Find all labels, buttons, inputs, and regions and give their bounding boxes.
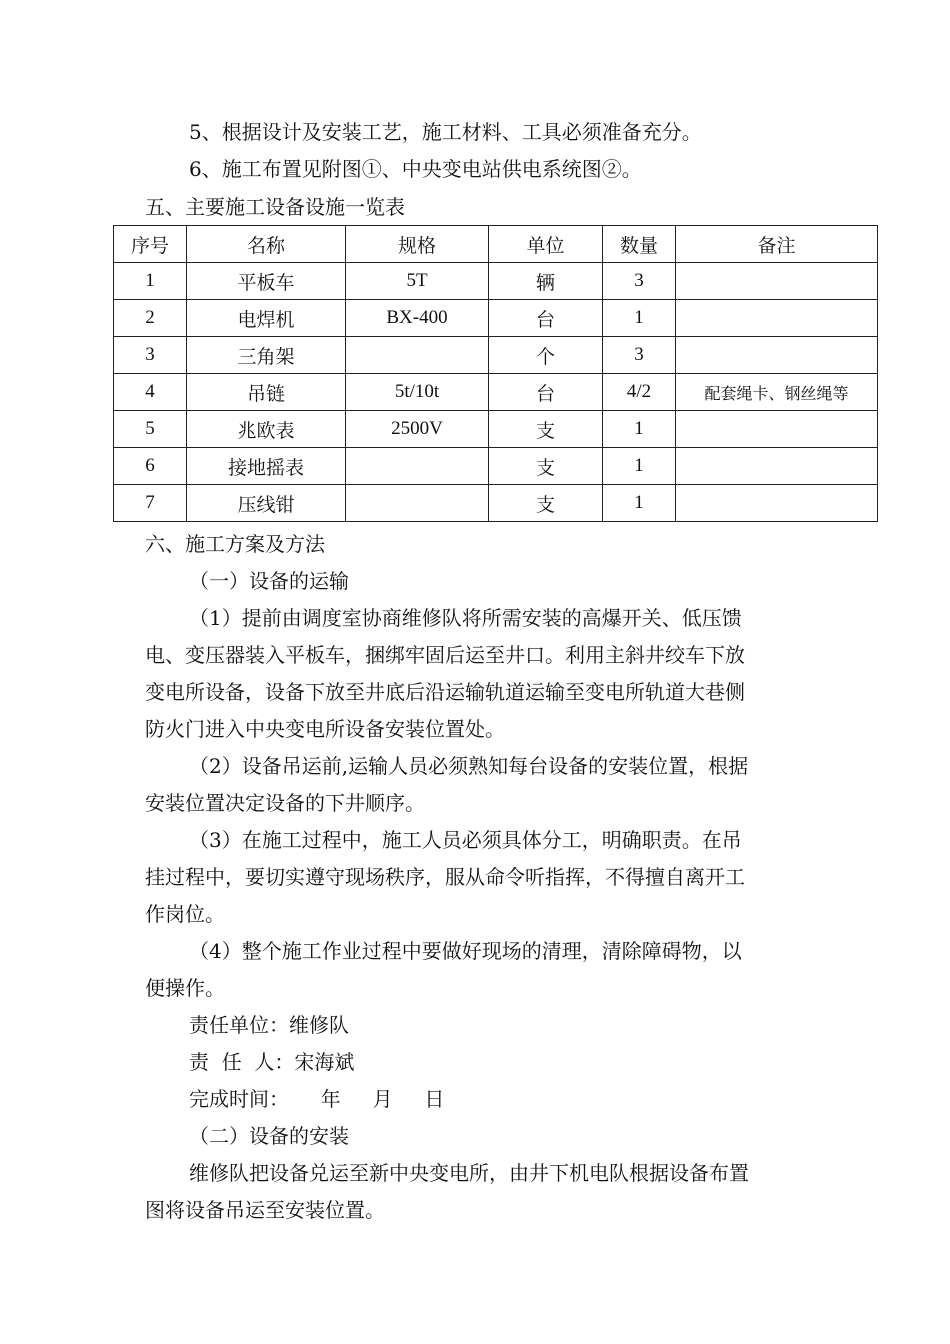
table-row [114,263,878,300]
paragraph-5-line-2: 图将设备吊运至安装位置。 [145,1198,385,1222]
table-row [114,337,878,374]
cell-quantity: 3 [603,263,676,300]
paragraph-3-line-3: 作岗位。 [145,902,225,926]
cell-remarks [676,411,878,448]
header-quantity: 数量 [603,226,676,263]
cell-unit: 支 [489,448,603,485]
subsection-installation-heading: （二）设备的安装 [189,1124,349,1148]
cell-spec: 2500V [346,411,489,448]
cell-unit: 支 [489,485,603,522]
header-remarks: 备注 [676,226,878,263]
cell-index: 1 [114,263,187,300]
cell-name: 接地摇表 [187,448,346,485]
cell-name: 电焊机 [187,300,346,337]
table-row [114,485,878,522]
table-row [114,448,878,485]
cell-index: 2 [114,300,187,337]
cell-unit: 支 [489,411,603,448]
responsible-unit: 责任单位：维修队 [189,1013,349,1037]
section-6-heading: 六、施工方案及方法 [145,532,325,556]
cell-unit: 台 [489,300,603,337]
cell-remarks [676,448,878,485]
cell-name: 平板车 [187,263,346,300]
intro-line-2: 6、施工布置见附图①、中央变电站供电系统图②。 [189,157,642,181]
paragraph-4-line-1: （4）整个施工作业过程中要做好现场的清理，清除障碍物，以 [189,939,742,963]
cell-name: 兆欧表 [187,411,346,448]
cell-unit: 个 [489,337,603,374]
section-5-heading: 五、主要施工设备设施一览表 [145,195,405,219]
paragraph-1-line-3: 变电所设备，设备下放至井底后沿运输轨道运输至变电所轨道大巷侧 [145,680,745,704]
cell-index: 3 [114,337,187,374]
completion-time: 完成时间： 年 月 日 [189,1087,445,1111]
subsection-transport-heading: （一）设备的运输 [189,569,349,593]
cell-quantity: 1 [603,411,676,448]
paragraph-1-line-1: （1）提前由调度室协商维修队将所需安装的高爆开关、低压馈 [189,606,742,630]
cell-remarks [676,337,878,374]
cell-index: 5 [114,411,187,448]
cell-unit: 台 [489,374,603,411]
cell-quantity: 1 [603,448,676,485]
cell-index: 4 [114,374,187,411]
table-row [114,411,878,448]
paragraph-5-line-1: 维修队把设备兑运至新中央变电所，由井下机电队根据设备布置 [189,1161,749,1185]
paragraph-3-line-2: 挂过程中，要切实遵守现场秩序，服从命令听指挥，不得擅自离开工 [145,865,745,889]
cell-name: 吊链 [187,374,346,411]
cell-quantity: 1 [603,300,676,337]
cell-spec: 5T [346,263,489,300]
header-spec: 规格 [346,226,489,263]
cell-quantity: 1 [603,485,676,522]
cell-quantity: 4/2 [603,374,676,411]
cell-unit: 辆 [489,263,603,300]
header-name: 名称 [187,226,346,263]
paragraph-4-line-2: 便操作。 [145,976,225,1000]
header-index: 序号 [114,226,187,263]
intro-line-1: 5、根据设计及安装工艺，施工材料、工具必须准备充分。 [189,120,702,144]
table-row [114,374,878,411]
cell-spec [346,337,489,374]
cell-remarks: 配套绳卡、钢丝绳等 [676,374,878,411]
cell-quantity: 3 [603,337,676,374]
paragraph-1-line-2: 电、变压器装入平板车，捆绑牢固后运至井口。利用主斜井绞车下放 [145,643,745,667]
paragraph-3-line-1: （3）在施工过程中，施工人员必须具体分工，明确职责。在吊 [189,828,742,852]
cell-remarks [676,300,878,337]
table-header-row [114,226,878,263]
cell-name: 压线钳 [187,485,346,522]
header-unit: 单位 [489,226,603,263]
cell-spec [346,448,489,485]
cell-spec: 5t/10t [346,374,489,411]
cell-name: 三角架 [187,337,346,374]
responsible-person: 责 任 人：宋海斌 [189,1050,355,1074]
paragraph-2-line-1: （2）设备吊运前,运输人员必须熟知每台设备的安装位置，根据 [189,754,749,778]
equipment-table [113,225,878,522]
cell-index: 7 [114,485,187,522]
paragraph-1-line-4: 防火门进入中央变电所设备安装位置处。 [145,717,505,741]
cell-spec [346,485,489,522]
cell-spec: BX-400 [346,300,489,337]
table-row [114,300,878,337]
paragraph-2-line-2: 安装位置决定设备的下井顺序。 [145,791,425,815]
cell-remarks [676,485,878,522]
cell-remarks [676,263,878,300]
cell-index: 6 [114,448,187,485]
